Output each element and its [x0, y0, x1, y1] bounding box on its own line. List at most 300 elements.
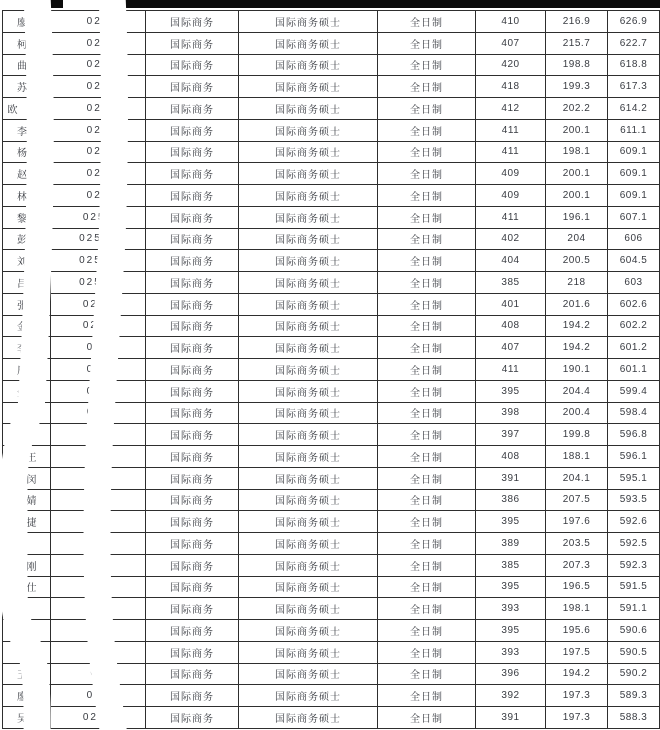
- score2-cell: 198.1: [546, 598, 608, 620]
- name-cell: 婧: [3, 489, 51, 511]
- score1-cell: 407: [476, 32, 546, 54]
- name-cell: 马刚: [3, 554, 51, 576]
- name-cell: 廖: [3, 685, 51, 707]
- mode-cell: 全日制: [378, 98, 476, 120]
- code-cell: 02: [51, 576, 146, 598]
- score1-cell: 411: [476, 359, 546, 381]
- score1-cell: 408: [476, 446, 546, 468]
- major-cell: 国际商务: [146, 54, 239, 76]
- name-cell: 何: [3, 641, 51, 663]
- major-cell: 国际商务: [146, 293, 239, 315]
- degree-cell: 国际商务硕士: [239, 402, 378, 424]
- code-cell: 02: [51, 533, 146, 555]
- code-cell: 02546: [51, 250, 146, 272]
- score1-cell: 386: [476, 489, 546, 511]
- code-cell: 025: [51, 380, 146, 402]
- major-cell: 国际商务: [146, 707, 239, 729]
- total-cell: 603: [608, 272, 660, 294]
- name-cell: 王: [3, 446, 51, 468]
- name-cell: 廖: [3, 11, 51, 33]
- score1-cell: 408: [476, 315, 546, 337]
- table-row: [3, 141, 660, 163]
- code-cell: 0254: [51, 293, 146, 315]
- name-cell: 王: [3, 663, 51, 685]
- total-cell: 596.1: [608, 446, 660, 468]
- total-cell: 622.7: [608, 32, 660, 54]
- score1-cell: 385: [476, 554, 546, 576]
- major-cell: 国际商务: [146, 98, 239, 120]
- table-row: [3, 272, 660, 294]
- total-cell: 614.2: [608, 98, 660, 120]
- code-cell: 02: [51, 641, 146, 663]
- score2-cell: 197.3: [546, 685, 608, 707]
- score2-cell: 204.1: [546, 467, 608, 489]
- degree-cell: 国际商务硕士: [239, 641, 378, 663]
- score1-cell: 391: [476, 467, 546, 489]
- score1-cell: 418: [476, 76, 546, 98]
- degree-cell: 国际商务硕士: [239, 315, 378, 337]
- mode-cell: 全日制: [378, 359, 476, 381]
- score1-cell: 395: [476, 620, 546, 642]
- score1-cell: 410: [476, 11, 546, 33]
- code-cell: 025: [51, 402, 146, 424]
- score2-cell: 200.1: [546, 119, 608, 141]
- table-row: [3, 119, 660, 141]
- table-row: [3, 359, 660, 381]
- mode-cell: 全日制: [378, 402, 476, 424]
- major-cell: 国际商务: [146, 511, 239, 533]
- name-cell: 张仕: [3, 576, 51, 598]
- total-cell: 609.1: [608, 141, 660, 163]
- score1-cell: 395: [476, 576, 546, 598]
- degree-cell: 国际商务硕士: [239, 663, 378, 685]
- total-cell: 590.6: [608, 620, 660, 642]
- mode-cell: 全日制: [378, 533, 476, 555]
- major-cell: 国际商务: [146, 533, 239, 555]
- total-cell: 591.5: [608, 576, 660, 598]
- score1-cell: 404: [476, 250, 546, 272]
- score2-cell: 201.6: [546, 293, 608, 315]
- table-row: [3, 467, 660, 489]
- score2-cell: 215.7: [546, 32, 608, 54]
- major-cell: 国际商务: [146, 467, 239, 489]
- score1-cell: 395: [476, 380, 546, 402]
- major-cell: 国际商务: [146, 576, 239, 598]
- mode-cell: 全日制: [378, 141, 476, 163]
- degree-cell: 国际商务硕士: [239, 54, 378, 76]
- degree-cell: 国际商务硕士: [239, 511, 378, 533]
- total-cell: 602.6: [608, 293, 660, 315]
- score2-cell: 198.1: [546, 141, 608, 163]
- degree-cell: 国际商务硕士: [239, 446, 378, 468]
- table-row: [3, 185, 660, 207]
- score2-cell: 190.1: [546, 359, 608, 381]
- code-cell: 025: [51, 359, 146, 381]
- table-row: [3, 533, 660, 555]
- score2-cell: 200.4: [546, 402, 608, 424]
- major-cell: 国际商务: [146, 641, 239, 663]
- name-cell: 周: [3, 359, 51, 381]
- score1-cell: 393: [476, 641, 546, 663]
- code-cell: 025: [51, 424, 146, 446]
- table-row: [3, 32, 660, 54]
- name-cell: 李: [3, 402, 51, 424]
- mode-cell: 全日制: [378, 641, 476, 663]
- name-cell: 彭: [3, 228, 51, 250]
- degree-cell: 国际商务硕士: [239, 206, 378, 228]
- table-row: [3, 380, 660, 402]
- mode-cell: 全日制: [378, 576, 476, 598]
- total-cell: 593.5: [608, 489, 660, 511]
- name-cell: 李: [3, 119, 51, 141]
- score2-cell: 194.2: [546, 337, 608, 359]
- total-cell: 588.3: [608, 707, 660, 729]
- total-cell: 601.2: [608, 337, 660, 359]
- degree-cell: 国际商务硕士: [239, 185, 378, 207]
- table-row: [3, 641, 660, 663]
- total-cell: 595.1: [608, 467, 660, 489]
- score2-cell: 194.2: [546, 315, 608, 337]
- score2-cell: 200.5: [546, 250, 608, 272]
- degree-cell: 国际商务硕士: [239, 576, 378, 598]
- code-cell: 025: [51, 32, 146, 54]
- major-cell: 国际商务: [146, 685, 239, 707]
- table-row: [3, 663, 660, 685]
- mode-cell: 全日制: [378, 32, 476, 54]
- degree-cell: 国际商务硕士: [239, 380, 378, 402]
- score2-cell: 199.8: [546, 424, 608, 446]
- major-cell: 国际商务: [146, 228, 239, 250]
- name-cell: 赵: [3, 163, 51, 185]
- score2-cell: 203.5: [546, 533, 608, 555]
- total-cell: 590.5: [608, 641, 660, 663]
- code-cell: 025: [51, 76, 146, 98]
- major-cell: 国际商务: [146, 380, 239, 402]
- major-cell: 国际商务: [146, 402, 239, 424]
- major-cell: 国际商务: [146, 554, 239, 576]
- total-cell: 596.8: [608, 424, 660, 446]
- mode-cell: 全日制: [378, 76, 476, 98]
- score2-cell: 197.6: [546, 511, 608, 533]
- score2-cell: 197.3: [546, 707, 608, 729]
- name-cell: 刘: [3, 250, 51, 272]
- score2-cell: 218: [546, 272, 608, 294]
- degree-cell: 国际商务硕士: [239, 250, 378, 272]
- degree-cell: 国际商务硕士: [239, 620, 378, 642]
- total-cell: 598.4: [608, 402, 660, 424]
- total-cell: 599.4: [608, 380, 660, 402]
- score2-cell: 200.1: [546, 163, 608, 185]
- code-cell: 025: [51, 185, 146, 207]
- degree-cell: 国际商务硕士: [239, 141, 378, 163]
- scan-artifact-bar-right: [117, 0, 660, 8]
- major-cell: 国际商务: [146, 315, 239, 337]
- table-row: [3, 446, 660, 468]
- degree-cell: 国际商务硕士: [239, 554, 378, 576]
- score1-cell: 385: [476, 272, 546, 294]
- code-cell: 025: [51, 685, 146, 707]
- major-cell: 国际商务: [146, 76, 239, 98]
- name-cell: 潘: [3, 598, 51, 620]
- name-cell: 闵: [3, 467, 51, 489]
- score2-cell: 188.1: [546, 446, 608, 468]
- major-cell: 国际商务: [146, 489, 239, 511]
- name-cell: 金: [3, 380, 51, 402]
- code-cell: 02: [51, 598, 146, 620]
- score1-cell: 395: [476, 511, 546, 533]
- code-cell: 025: [51, 11, 146, 33]
- total-cell: 592.5: [608, 533, 660, 555]
- name-cell: [3, 533, 51, 555]
- total-cell: 617.3: [608, 76, 660, 98]
- mode-cell: 全日制: [378, 293, 476, 315]
- table-row: [3, 424, 660, 446]
- name-cell: 欧阳: [3, 98, 51, 120]
- degree-cell: 国际商务硕士: [239, 272, 378, 294]
- mode-cell: 全日制: [378, 685, 476, 707]
- code-cell: 025: [51, 141, 146, 163]
- total-cell: 602.2: [608, 315, 660, 337]
- score1-cell: 420: [476, 54, 546, 76]
- score1-cell: 407: [476, 337, 546, 359]
- score1-cell: 402: [476, 228, 546, 250]
- mode-cell: 全日制: [378, 337, 476, 359]
- score2-cell: 204: [546, 228, 608, 250]
- admission-score-table: [2, 10, 660, 729]
- total-cell: 626.9: [608, 11, 660, 33]
- mode-cell: 全日制: [378, 380, 476, 402]
- code-cell: 025: [51, 467, 146, 489]
- degree-cell: 国际商务硕士: [239, 337, 378, 359]
- table-row: [3, 598, 660, 620]
- table-row: [3, 685, 660, 707]
- code-cell: 02546: [51, 272, 146, 294]
- code-cell: 025: [51, 446, 146, 468]
- mode-cell: 全日制: [378, 511, 476, 533]
- mode-cell: 全日制: [378, 315, 476, 337]
- mode-cell: 全日制: [378, 554, 476, 576]
- code-cell: 025: [51, 337, 146, 359]
- mode-cell: 全日制: [378, 119, 476, 141]
- score1-cell: 397: [476, 424, 546, 446]
- mode-cell: 全日制: [378, 206, 476, 228]
- degree-cell: 国际商务硕士: [239, 293, 378, 315]
- score2-cell: 207.5: [546, 489, 608, 511]
- table-row: [3, 707, 660, 729]
- mode-cell: 全日制: [378, 163, 476, 185]
- score2-cell: 216.9: [546, 11, 608, 33]
- mode-cell: 全日制: [378, 54, 476, 76]
- degree-cell: 国际商务硕士: [239, 685, 378, 707]
- mode-cell: 全日制: [378, 185, 476, 207]
- degree-cell: 国际商务硕士: [239, 228, 378, 250]
- score1-cell: 412: [476, 98, 546, 120]
- mode-cell: 全日制: [378, 11, 476, 33]
- total-cell: 604.5: [608, 250, 660, 272]
- score2-cell: 199.3: [546, 76, 608, 98]
- total-cell: 590.2: [608, 663, 660, 685]
- degree-cell: 国际商务硕士: [239, 32, 378, 54]
- total-cell: 591.1: [608, 598, 660, 620]
- degree-cell: 国际商务硕士: [239, 98, 378, 120]
- major-cell: 国际商务: [146, 119, 239, 141]
- code-cell: 0254: [51, 315, 146, 337]
- code-cell: 02: [51, 489, 146, 511]
- major-cell: 国际商务: [146, 424, 239, 446]
- mode-cell: 全日制: [378, 620, 476, 642]
- score1-cell: 392: [476, 685, 546, 707]
- total-cell: 592.3: [608, 554, 660, 576]
- major-cell: 国际商务: [146, 141, 239, 163]
- code-cell: 02: [51, 511, 146, 533]
- code-cell: 02: [51, 620, 146, 642]
- major-cell: 国际商务: [146, 250, 239, 272]
- mode-cell: 全日制: [378, 446, 476, 468]
- total-cell: 618.8: [608, 54, 660, 76]
- table-row: [3, 337, 660, 359]
- table-row: [3, 511, 660, 533]
- name-cell: 黎: [3, 206, 51, 228]
- score1-cell: 411: [476, 141, 546, 163]
- degree-cell: 国际商务硕士: [239, 533, 378, 555]
- total-cell: 592.6: [608, 511, 660, 533]
- table-row: [3, 228, 660, 250]
- table-row: [3, 489, 660, 511]
- major-cell: 国际商务: [146, 359, 239, 381]
- total-cell: 607.1: [608, 206, 660, 228]
- degree-cell: 国际商务硕士: [239, 467, 378, 489]
- major-cell: 国际商务: [146, 272, 239, 294]
- total-cell: 606: [608, 228, 660, 250]
- name-cell: 苏: [3, 76, 51, 98]
- code-cell: 025: [51, 54, 146, 76]
- name-cell: 金: [3, 315, 51, 337]
- score1-cell: 409: [476, 185, 546, 207]
- table-row: [3, 402, 660, 424]
- code-cell: 025: [51, 98, 146, 120]
- major-cell: 国际商务: [146, 446, 239, 468]
- table-row: [3, 250, 660, 272]
- mode-cell: 全日制: [378, 663, 476, 685]
- score1-cell: 396: [476, 663, 546, 685]
- major-cell: 国际商务: [146, 32, 239, 54]
- mode-cell: 全日制: [378, 598, 476, 620]
- scan-artifact-bar-left: [37, 0, 63, 8]
- name-cell: 李: [3, 337, 51, 359]
- score1-cell: 393: [476, 598, 546, 620]
- code-cell: 02: [51, 554, 146, 576]
- name-cell: 捷: [3, 511, 51, 533]
- code-cell: 025: [51, 119, 146, 141]
- degree-cell: 国际商务硕士: [239, 76, 378, 98]
- major-cell: 国际商务: [146, 11, 239, 33]
- table-row: [3, 576, 660, 598]
- table-row: [3, 293, 660, 315]
- mode-cell: 全日制: [378, 424, 476, 446]
- table-row: [3, 315, 660, 337]
- score2-cell: 202.2: [546, 98, 608, 120]
- degree-cell: 国际商务硕士: [239, 707, 378, 729]
- mode-cell: 全日制: [378, 250, 476, 272]
- major-cell: 国际商务: [146, 598, 239, 620]
- major-cell: 国际商务: [146, 337, 239, 359]
- mode-cell: 全日制: [378, 467, 476, 489]
- score1-cell: 401: [476, 293, 546, 315]
- name-cell: 付: [3, 424, 51, 446]
- degree-cell: 国际商务硕士: [239, 163, 378, 185]
- table-row: [3, 98, 660, 120]
- code-cell: 02546: [51, 228, 146, 250]
- total-cell: 589.3: [608, 685, 660, 707]
- major-cell: 国际商务: [146, 206, 239, 228]
- score2-cell: 204.4: [546, 380, 608, 402]
- mode-cell: 全日制: [378, 489, 476, 511]
- score1-cell: 411: [476, 206, 546, 228]
- name-cell: 曲: [3, 54, 51, 76]
- table-row: [3, 206, 660, 228]
- score1-cell: 409: [476, 163, 546, 185]
- score2-cell: 198.8: [546, 54, 608, 76]
- score2-cell: 197.5: [546, 641, 608, 663]
- mode-cell: 全日制: [378, 228, 476, 250]
- table-row: [3, 163, 660, 185]
- major-cell: 国际商务: [146, 185, 239, 207]
- table-row: [3, 54, 660, 76]
- degree-cell: 国际商务硕士: [239, 598, 378, 620]
- code-cell: 0254: [51, 206, 146, 228]
- mode-cell: 全日制: [378, 272, 476, 294]
- score1-cell: 398: [476, 402, 546, 424]
- name-cell: 吴: [3, 707, 51, 729]
- major-cell: 国际商务: [146, 620, 239, 642]
- major-cell: 国际商务: [146, 663, 239, 685]
- name-cell: 林: [3, 185, 51, 207]
- table-row: [3, 76, 660, 98]
- mode-cell: 全日制: [378, 707, 476, 729]
- score2-cell: 196.1: [546, 206, 608, 228]
- total-cell: 611.1: [608, 119, 660, 141]
- score2-cell: 200.1: [546, 185, 608, 207]
- degree-cell: 国际商务硕士: [239, 424, 378, 446]
- name-cell: 杨: [3, 141, 51, 163]
- code-cell: 025: [51, 163, 146, 185]
- table-row: [3, 554, 660, 576]
- table-row: [3, 11, 660, 33]
- score1-cell: 391: [476, 707, 546, 729]
- code-cell: 0254: [51, 707, 146, 729]
- degree-cell: 国际商务硕士: [239, 119, 378, 141]
- total-cell: 601.1: [608, 359, 660, 381]
- total-cell: 609.1: [608, 185, 660, 207]
- name-cell: 吕: [3, 272, 51, 294]
- total-cell: 609.1: [608, 163, 660, 185]
- score2-cell: 195.6: [546, 620, 608, 642]
- degree-cell: 国际商务硕士: [239, 489, 378, 511]
- score2-cell: 194.2: [546, 663, 608, 685]
- table-row: [3, 620, 660, 642]
- name-cell: 林: [3, 620, 51, 642]
- code-cell: 02: [51, 663, 146, 685]
- score2-cell: 207.3: [546, 554, 608, 576]
- score1-cell: 411: [476, 119, 546, 141]
- name-cell: 张: [3, 293, 51, 315]
- degree-cell: 国际商务硕士: [239, 359, 378, 381]
- major-cell: 国际商务: [146, 163, 239, 185]
- name-cell: 柯: [3, 32, 51, 54]
- score2-cell: 196.5: [546, 576, 608, 598]
- degree-cell: 国际商务硕士: [239, 11, 378, 33]
- score1-cell: 389: [476, 533, 546, 555]
